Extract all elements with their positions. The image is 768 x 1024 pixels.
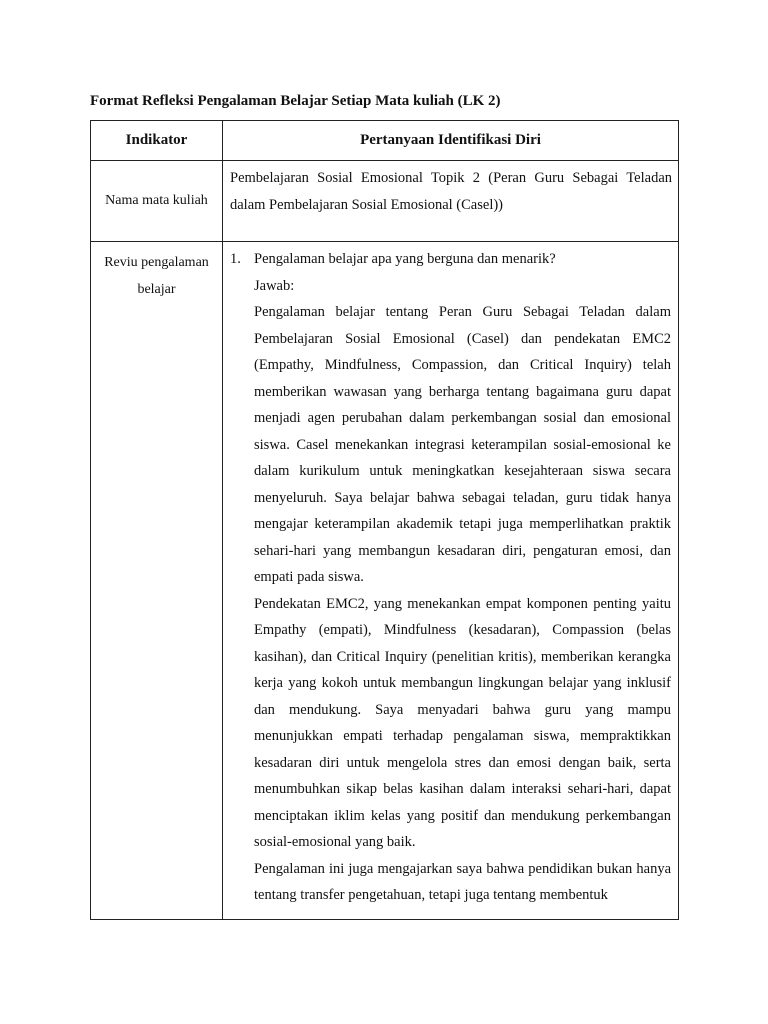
answer-paragraph: Pengalaman belajar tentang Peran Guru Sebagai Teladan dalam Pembelajaran Sosial Emosional (Casel) dan pendekatan EMC2 (Empathy, Mindfulness, Compassion, dan Critical Inquiry) telah memberikan wawasan yang berharga tentang bagaimana guru dapat menjadi agen perubahan dalam perkembangan sosial dan emosional siswa. Casel menekankan integrasi keterampilan sosial-emosional ke dalam kurikulum untuk meningkatkan kesejahteraan siswa secara menyeluruh. Saya belajar bahwa sebagai teladan, guru tidak hanya mengajar keterampilan akademik tetapi juga memperlihatkan praktik sehari-hari yang membangun kesadaran diri, pengaturan emosi, dan empati pada siswa.: [254, 304, 671, 585]
answer-label: Jawab:: [254, 277, 295, 294]
table-row-course: [91, 161, 679, 242]
table-header-row: [91, 121, 679, 161]
question-text: Pengalaman belajar apa yang berguna dan menarik?: [254, 251, 556, 267]
review-content: [223, 242, 679, 920]
review-label: Reviu pengalaman belajar: [91, 242, 223, 920]
course-label: Nama mata kuliah: [91, 161, 223, 242]
document-title: Format Refleksi Pengalaman Belajar Setiap Mata kuliah (LK 2): [90, 93, 501, 109]
question-number: 1.: [230, 251, 241, 267]
reflection-table: [90, 120, 679, 920]
course-value: Pembelajaran Sosial Emosional Topik 2 (Peran Guru Sebagai Teladan dalam Pembelajaran Sosial Emosional (Casel)): [223, 161, 679, 242]
question-line: [230, 246, 671, 273]
answer-paragraph: Pendekatan EMC2, yang menekankan empat komponen penting yaitu Empathy (empati), Mindfulness (kesadaran), Compassion (belas kasihan), dan Critical Inquiry (penelitian kritis), memberikan kerangka kerja yang kokoh untuk membangun lingkungan belajar yang inklusif dan mendukung. Saya menyadari bahwa guru yang mampu menunjukkan empati terhadap pengalaman siswa, mempraktikkan kesadaran diri untuk mengelola stres dan emosi dengan baik, serta menumbuhkan sikap belas kasihan dalam interaksi sehari-hari, dapat menciptakan iklim kelas yang positif dan mendukung perkembangan sosial-emosional yang baik.: [254, 595, 671, 850]
answer-paragraph: Pengalaman ini juga mengajarkan saya bahwa pendidikan bukan hanya tentang transfer pengetahuan, tetapi juga tentang membentuk: [254, 860, 671, 903]
table-row-review: [91, 242, 679, 920]
header-indikator: Indikator: [91, 121, 223, 161]
header-pertanyaan: Pertanyaan Identifikasi Diri: [223, 121, 679, 161]
